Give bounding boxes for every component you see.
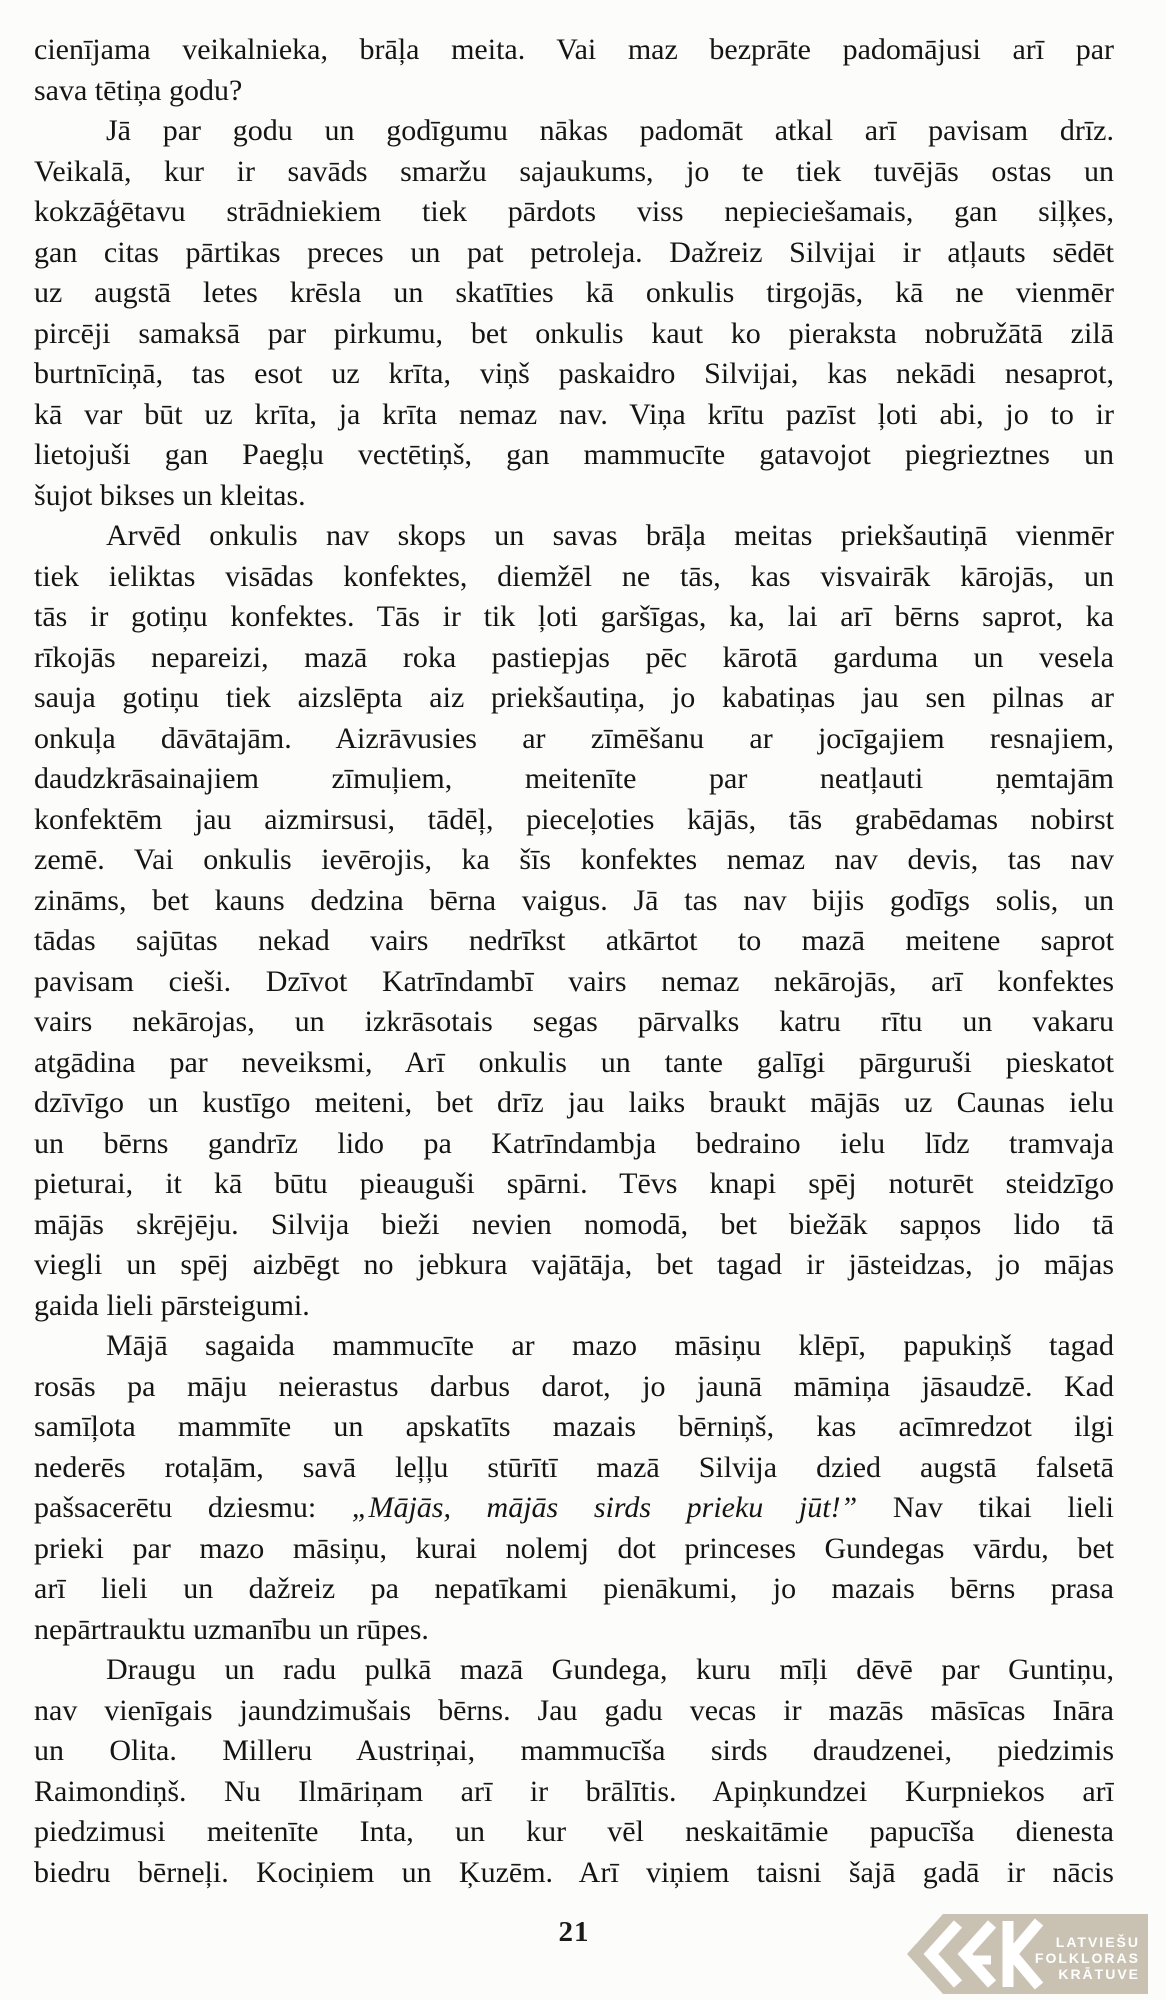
logo-text-line3: KRĀTUVE xyxy=(1058,1966,1140,1982)
text-line: vairs nekārojas, un izkrāsotais segas pārvalks katru rītu un vakaru xyxy=(34,1005,1114,1038)
logo-text-line2: FOLKLORAS xyxy=(1034,1950,1140,1966)
text-line: samīļota mammīte un apskatīts mazais bērniņš, kas acīmredzot ilgi xyxy=(34,1410,1114,1443)
text-line xyxy=(34,1488,1114,1529)
text-line: rīkojās nepareizi, mazā roka pastiepjas pēc kārotā garduma un vesela xyxy=(34,640,1114,674)
text-line: onkuļa dāvātajām. Aizrāvusies ar zīmēšanu ar jocīgajiem resnajiem, xyxy=(34,721,1114,755)
text-line: cienījama veikalnieka, brāļa meita. Vai maz bezprāte padomājusi arī par xyxy=(34,33,1114,66)
paragraph xyxy=(34,111,1114,516)
quoted-song-title: „Mājās, mājās sirds prieku jūt!” xyxy=(351,1491,858,1524)
text-line: piedzimusi meitenīte Inta, un kur vēl neskaitāmie papucīša dienesta xyxy=(34,1815,1114,1848)
text-line: prieki par mazo māsiņu, kurai nolemj dot princeses Gundegas vārdu, bet xyxy=(34,1531,1114,1565)
paragraph xyxy=(34,1650,1114,1893)
text-line: daudzkrāsainajiem zīmuļiem, meitenīte par neatļauti ņemtajām xyxy=(34,762,1114,795)
text-line: Arvēd onkulis nav skops un savas brāļa meitas priekšautiņā vienmēr xyxy=(106,519,1114,552)
text-line: pieturai, it kā būtu pieauguši spārni. Tēvs knapi spēj noturēt steidzīgo xyxy=(34,1167,1114,1200)
text-line: biedru bērneļi. Kociņiem un Ķuzēm. Arī viņiem taisni šajā gadā ir nācis xyxy=(34,1855,1114,1889)
text-line: Raimondiņš. Nu Ilmāriņam arī ir brālītis. Apiņkundzei Kurpniekos arī xyxy=(34,1774,1114,1808)
lfk-logo xyxy=(907,1914,1148,1994)
text-line: nav vienīgais jaundzimušais bērns. Jau gadu vecas ir mazās māsīcas Ināra xyxy=(34,1693,1114,1727)
page-number: 21 xyxy=(558,1916,590,1948)
text-line: lietojuši gan Paegļu vectētiņš, gan mammucīte gatavojot piegrieztnes un xyxy=(34,438,1114,471)
paragraph xyxy=(34,1326,1114,1650)
text-line: konfektēm jau aizmirsusi, tādēļ, pieceļoties kājās, tās grabēdamas nobirst xyxy=(34,802,1114,836)
text-line: kokzāģētavu strādniekiem tiek pārdots viss nepieciešamais, gan siļķes, xyxy=(34,195,1114,228)
text-line: Mājā sagaida mammucīte ar mazo māsiņu klēpī, papukiņš tagad xyxy=(106,1329,1114,1362)
text-line: un bērns gandrīz lido pa Katrīndambja bedraino ielu līdz tramvaja xyxy=(34,1126,1114,1160)
text-segment: Nav tikai lieli xyxy=(857,1491,1114,1524)
text-line: arī lieli un dažreiz pa nepatīkami pienākumi, jo mazais bērns prasa xyxy=(34,1572,1114,1605)
text-line: burtnīciņā, tas esot uz krīta, viņš paskaidro Silvijai, kas nekādi nesaprot, xyxy=(34,357,1114,390)
text-line: kā var būt uz krīta, ja krīta nemaz nav. Viņa krītu pazīst ļoti abi, jo to ir xyxy=(34,397,1114,431)
text-block xyxy=(34,30,1114,1893)
text-line: šujot bikses un kleitas. xyxy=(34,478,306,512)
text-line: rosās pa māju neierastus darbus darot, jo jaunā māmiņa jāsaudzē. Kad xyxy=(34,1369,1114,1403)
logo-text-line1: LATVIEŠU xyxy=(1055,1934,1140,1950)
text-line: nederēs rotaļām, savā leļļu stūrītī mazā Silvija dzied augstā falsetā xyxy=(34,1450,1114,1484)
text-line: un Olita. Milleru Austriņai, mammucīša sirds draudzenei, piedzimis xyxy=(34,1734,1114,1767)
text-line: Jā par godu un godīgumu nākas padomāt atkal arī pavisam drīz. xyxy=(106,114,1114,147)
text-line: uz augstā letes krēsla un skatīties kā onkulis tirgojās, kā ne vienmēr xyxy=(34,276,1114,309)
text-line: tādas sajūtas nekad vairs nedrīkst atkārtot to mazā meitene saprot xyxy=(34,924,1114,957)
text-line: tiek ieliktas visādas konfektes, diemžēl ne tās, kas visvairāk kārojās, un xyxy=(34,559,1114,593)
text-line: Veikalā, kur ir savāds smaržu sajaukums, jo te tiek tuvējās ostas un xyxy=(34,154,1114,188)
text-line: tās ir gotiņu konfektes. Tās ir tik ļoti garšīgas, ka, lai arī bērns saprot, ka xyxy=(34,600,1114,633)
text-line: dzīvīgo un kustīgo meiteni, bet drīz jau laiks braukt mājās uz Caunas ielu xyxy=(34,1086,1114,1119)
text-line: sava tētiņa godu? xyxy=(34,73,243,107)
paragraph xyxy=(34,30,1114,111)
text-line: pavisam cieši. Dzīvot Katrīndambī vairs nemaz nekārojās, arī konfektes xyxy=(34,964,1114,998)
paragraph xyxy=(34,516,1114,1326)
text-line: pircēji samaksā par pirkumu, bet onkulis kaut ko pieraksta nobružātā zilā xyxy=(34,316,1114,350)
text-line: Draugu un radu pulkā mazā Gundega, kuru mīļi dēvē par Guntiņu, xyxy=(106,1653,1114,1686)
text-line: mājās skrējēju. Silvija bieži nevien nomodā, bet biežāk sapņos lido tā xyxy=(34,1207,1114,1241)
text-line: viegli un spēj aizbēgt no jebkura vajātāja, bet tagad ir jāsteidzas, jo mājas xyxy=(34,1248,1114,1281)
text-line: sauja gotiņu tiek aizslēpta aiz priekšautiņa, jo kabatiņas jau sen pilnas ar xyxy=(34,681,1114,714)
text-line: gan citas pārtikas preces un pat petroleja. Dažreiz Silvijai ir atļauts sēdēt xyxy=(34,235,1114,269)
text-line: zināms, bet kauns dedzina bērna vaigus. Jā tas nav bijis godīgs solis, un xyxy=(34,883,1114,917)
text-line: zemē. Vai onkulis ievērojis, ka šīs konfektes nemaz nav devis, tas nav xyxy=(34,843,1114,876)
text-line: gaida lieli pārsteigumi. xyxy=(34,1288,310,1322)
text-line: nepārtrauktu uzmanību un rūpes. xyxy=(34,1612,429,1646)
text-line: atgādina par neveiksmi, Arī onkulis un tante galīgi pārguruši pieskatot xyxy=(34,1045,1114,1079)
text-segment: pašsacerētu dziesmu: xyxy=(34,1491,352,1524)
